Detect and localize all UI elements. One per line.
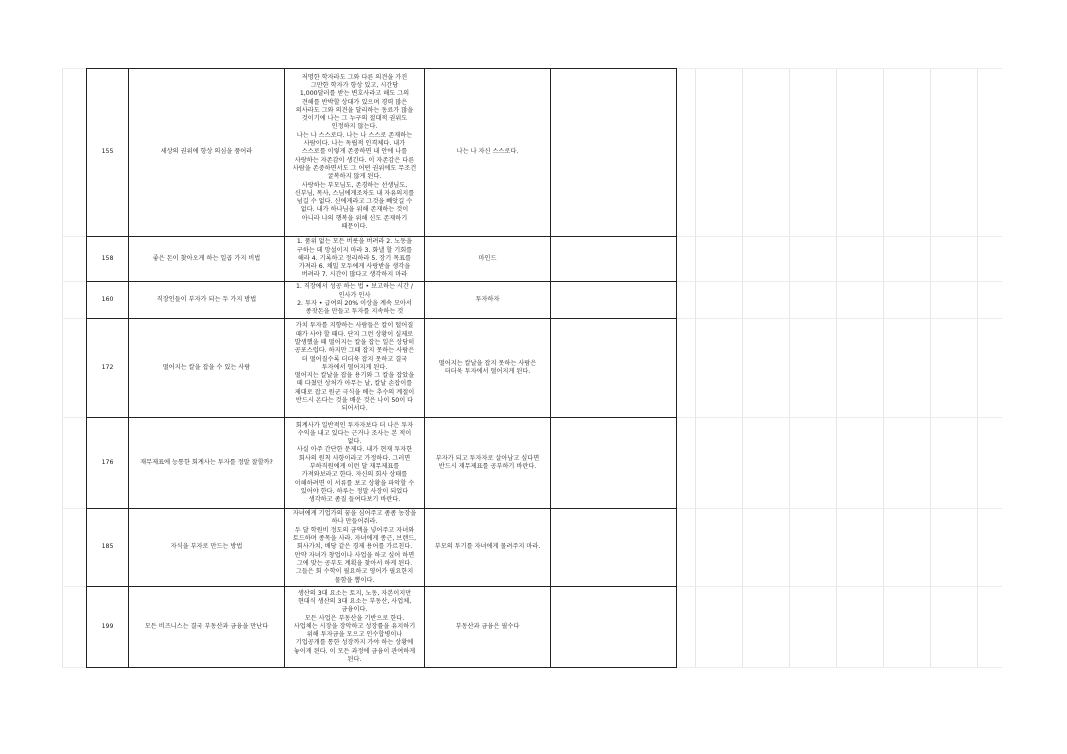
table-row [87,282,677,319]
excerpt-cell[interactable]: 저명한 학자라도 그와 다른 의견을 가진 그만한 학자가 항상 있고, 시간당 1,000달러를 받는 변호사라고 해도 그의 견해를 반박할 상대가 있으며 경력 많은 의사라도 그와 의견을 달리하는 동료가 많을 것이기에 나는 그 누구의 절대적 권위도 인정하지 않는다. 나는 나 스스로다. 나는 나 스스로 존재하는 사람이다. 나는 독립적 인격체다. 내가 스스로를 이렇게 존중하면 내 안에 나를 사랑하는 자존감이 생긴다. 이 자존감은 다른 사람을 존중하면서도 그 어떤 권위에도 무조건 굴복하지 않게 된다. 사랑하는 부모님도, 존경하는 선생님도, 신부님, 목사, 스님에게조차도 내 자유의지를 넘길 수 없다. 신에게라고 그것을 빼앗길 수 없다. 내가 하나님을 위해 존재하는 것이 아니라 나의 행복을 위해 신도 존재하기 때문이다. [285,69,425,237]
row-number-cell[interactable]: 158 [87,237,129,282]
row-number-cell[interactable]: 172 [87,319,129,418]
gridline [977,69,978,667]
row-number-cell[interactable]: 155 [87,69,129,237]
summary-cell[interactable]: 부자가 되고 투자자로 살아남고 싶다면 반드시 재무제표를 공부하기 바란다. [425,418,551,509]
chapter-title-cell[interactable]: 재무제표에 능통한 회계사는 투자를 정말 잘할까? [129,418,285,509]
excerpt-cell[interactable]: 1. 직장에서 성공 하는 법 • 보고하는 시간 / 인사가 인사 2. 투자 • 급여의 20% 이상을 계속 모아서 종잣돈을 만들고 투자를 지속하는 것 [285,282,425,319]
row-number-cell[interactable]: 176 [87,418,129,509]
empty-cell[interactable] [551,509,677,587]
table-row [87,69,677,237]
gridline [789,69,790,667]
gridline [742,69,743,667]
excerpt-cell[interactable]: 자녀에게 기업가의 꿈을 심어주고 좀좀 농장을 하나 만들어줘라. 두 달 학원비 정도의 금액을 넣어주고 자녀와 토드하며 종목을 사라. 자녀에게 종근, 브랜드, 회사가치, 배당 같은 경제 용어를 가르친다. 만약 자녀가 창업이나 사업을 하고 싶어 하면 그에 맞는 공부도 계획을 찾아서 하게 된다. 그들은 회 수학이 필요하고 영어가 필요한지 물함을 뽑이다. [285,509,425,587]
gridline [883,69,884,667]
chapter-title-cell[interactable]: 자식을 부자로 만드는 방법 [129,509,285,587]
gridline [836,69,837,667]
empty-cell[interactable] [551,69,677,237]
chapter-title-cell[interactable]: 좋은 돈이 찾아오게 하는 일곱 가지 비법 [129,237,285,282]
summary-cell[interactable]: 투자하자 [425,282,551,319]
row-number-cell[interactable]: 199 [87,587,129,668]
summary-cell[interactable]: 부동산과 금융은 필수다 [425,587,551,668]
excerpt-cell[interactable]: 가치 투자를 지향하는 사람들은 칼이 떨어질 때가 사야 할 때다. 단지 그런 상황이 실제로 발생했을 때 떨어지는 칼을 잡는 일은 상당히 공포스럽다. 하지만 그때 잡지 못하는 사람은 더 떨어질수록 더더욱 잡지 못하고 결국 투자에서 떨어지게 된다. 떨어지는 칼날을 잡을 용기와 그 칼을 잡았을 때 다쳤던 상처가 아무는 날, 칼날 손잡이를 제대로 잡고 원군 극식을 베는 추수의 계절이 반드시 온다는 것을 배운 것은 나이 50이 다 되어서다. [285,319,425,418]
empty-cell[interactable] [551,587,677,668]
summary-cell[interactable]: 마인드 [425,237,551,282]
empty-cell[interactable] [551,319,677,418]
summary-cell[interactable]: 떨어지는 칼날을 잡지 못하는 사람은 더더욱 투자에서 떨어지게 된다. [425,319,551,418]
table-row [87,509,677,587]
chapter-title-cell[interactable]: 떨어지는 칼을 잡을 수 있는 사람 [129,319,285,418]
chapter-title-cell[interactable]: 직장인들이 부자가 되는 두 가지 방법 [129,282,285,319]
chapter-title-cell[interactable]: 세상의 권위에 항상 의심을 품어라 [129,69,285,237]
empty-cell[interactable] [551,237,677,282]
gridline [62,69,63,667]
table-row [87,237,677,282]
notes-table [86,68,677,668]
table-row [87,319,677,418]
gridline [695,69,696,667]
chapter-title-cell[interactable]: 모든 비즈니스는 결국 부동산과 금융을 만난다 [129,587,285,668]
excerpt-cell[interactable]: 회계사가 일반적인 투자자보다 더 나은 투자 수익을 내고 있다는 근거나 조사는 본 적이 없다. 사실 아주 간단한 문제다. 내가 현재 투자한 회사의 원칙 사항이라고 가정하다. 그러면 부하직원에게 이런 달 재무제표를 가져와보라고 한다. 자신의 회사 상태를 이해하려면 이 서류를 보고 상황을 파악할 수 있어야 한다. 하루는 정말 사장이 되었다 생각하고 좀질 들여다보기 바란다. [285,418,425,509]
row-number-cell[interactable]: 160 [87,282,129,319]
gridline [930,69,931,667]
summary-cell[interactable]: 부모의 투기를 자녀에게 물려주지 마라. [425,509,551,587]
table-row [87,418,677,509]
excerpt-cell[interactable]: 1. 품위 없는 모든 버릇을 버려라 2. 노동을 구하는 데 망설이지 마라 3. 화낼 할 기회를 해라 4. 기록하고 정리하라 5. 장기 목표를 가져라 6. 채밀 모두에게 사랑받을 생각을 버려라 7. 시간이 많다고 생각하지 마라 [285,237,425,282]
empty-cell[interactable] [551,418,677,509]
row-number-cell[interactable]: 185 [87,509,129,587]
empty-cell[interactable] [551,282,677,319]
table-row [87,587,677,668]
summary-cell[interactable]: 나는 나 자신 스스로다. [425,69,551,237]
excerpt-cell[interactable]: 생산의 3대 요소는 토지, 노동, 자본이지만 현대식 생산의 3대 요소는 부동산, 사업체, 금융이다. 모든 사업은 부동산을 기반으로 한다. 사업체는 시장을 장악하고 성장률을 유지하기 위해 투자금을 모으고 인수합병이나 기업공개를 통한 성장까지 가야 하는 상황에 놓이게 된다. 이 모든 과정에 금융이 관여하게 된다. [285,587,425,668]
